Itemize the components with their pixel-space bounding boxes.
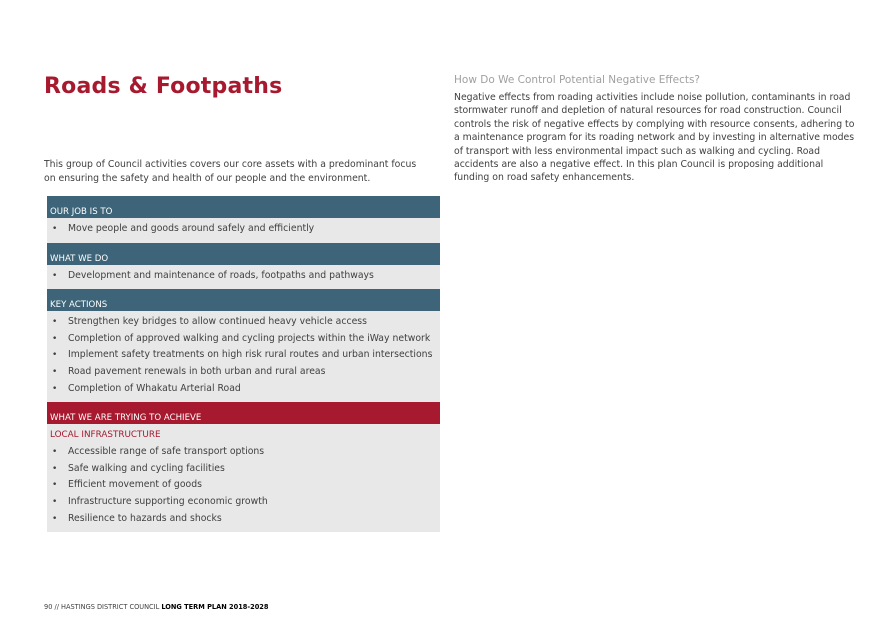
section-body-achieve bbox=[47, 424, 440, 532]
intro-text: This group of Council activities covers our core assets with a predominant focus on ensuring the safety and health of our people and the environment. bbox=[44, 159, 417, 184]
section-header-achieve: WHAT WE ARE TRYING TO ACHIEVE bbox=[47, 402, 440, 424]
list-item: • Completion of Whakatu Arterial Road bbox=[47, 381, 440, 398]
footer-plan-title: LONG TERM PLAN 2018-2028 bbox=[161, 603, 269, 611]
list-item: • Infrastructure supporting economic growth bbox=[47, 494, 440, 511]
bullet-icon: • bbox=[52, 496, 58, 507]
negative-effects-paragraph: Negative effects from roading activities include noise pollution, contaminants in road stormwater runoff and depletion of natural resources for road construction. Council controls the risk of negative effects by complying with resource consents, adhering to a maintenance program for its roading network and by investing in alternative modes of transport with less environmental impact such as walking and cycling. Road accidents are also a negative effect. In this plan Council is proposing additional funding on road safety enhancements. bbox=[454, 92, 855, 184]
list-item: • Implement safety treatments on high risk rural routes and urban intersections bbox=[47, 347, 440, 364]
list-item: • Accessible range of safe transport options bbox=[47, 444, 440, 461]
section-header-what-we-do: WHAT WE DO bbox=[47, 243, 440, 265]
bullet-icon: • bbox=[52, 463, 58, 474]
subheader-local-infrastructure: LOCAL INFRASTRUCTURE bbox=[50, 430, 161, 441]
bullet-icon: • bbox=[52, 480, 58, 491]
bullet-icon: • bbox=[52, 350, 58, 361]
list-item: • Move people and goods around safely and efficiently bbox=[47, 221, 440, 238]
section-body-key-actions bbox=[47, 311, 440, 402]
bullet-icon: • bbox=[52, 513, 58, 524]
page-footer bbox=[44, 603, 268, 611]
section-header-our-job: OUR JOB IS TO bbox=[47, 196, 440, 218]
list-item: • Completion of approved walking and cycling projects within the iWay network bbox=[47, 331, 440, 348]
page-title: Roads & Footpaths bbox=[44, 74, 283, 99]
info-panel bbox=[47, 196, 440, 532]
list-item: • Resilience to hazards and shocks bbox=[47, 511, 440, 528]
list-item: • Safe walking and cycling facilities bbox=[47, 461, 440, 478]
negative-effects-heading: How Do We Control Potential Negative Effects? bbox=[454, 74, 701, 86]
bullet-icon: • bbox=[52, 366, 58, 377]
bullet-icon: • bbox=[52, 447, 58, 458]
section-body-what-we-do bbox=[47, 265, 440, 290]
bullet-icon: • bbox=[52, 224, 58, 234]
bullet-icon: • bbox=[52, 317, 58, 328]
section-header-key-actions: KEY ACTIONS bbox=[47, 289, 440, 311]
list-item: • Development and maintenance of roads, footpaths and pathways bbox=[47, 268, 440, 285]
bullet-icon: • bbox=[52, 383, 58, 394]
footer-prefix: 90 // HASTINGS DISTRICT COUNCIL bbox=[44, 603, 162, 611]
list-item: • Road pavement renewals in both urban and rural areas bbox=[47, 364, 440, 381]
bullet-icon: • bbox=[52, 270, 58, 281]
list-item: • Strengthen key bridges to allow continued heavy vehicle access bbox=[47, 314, 440, 331]
section-body-our-job bbox=[47, 218, 440, 243]
bullet-icon: • bbox=[52, 333, 58, 344]
list-item: • Efficient movement of goods bbox=[47, 477, 440, 494]
